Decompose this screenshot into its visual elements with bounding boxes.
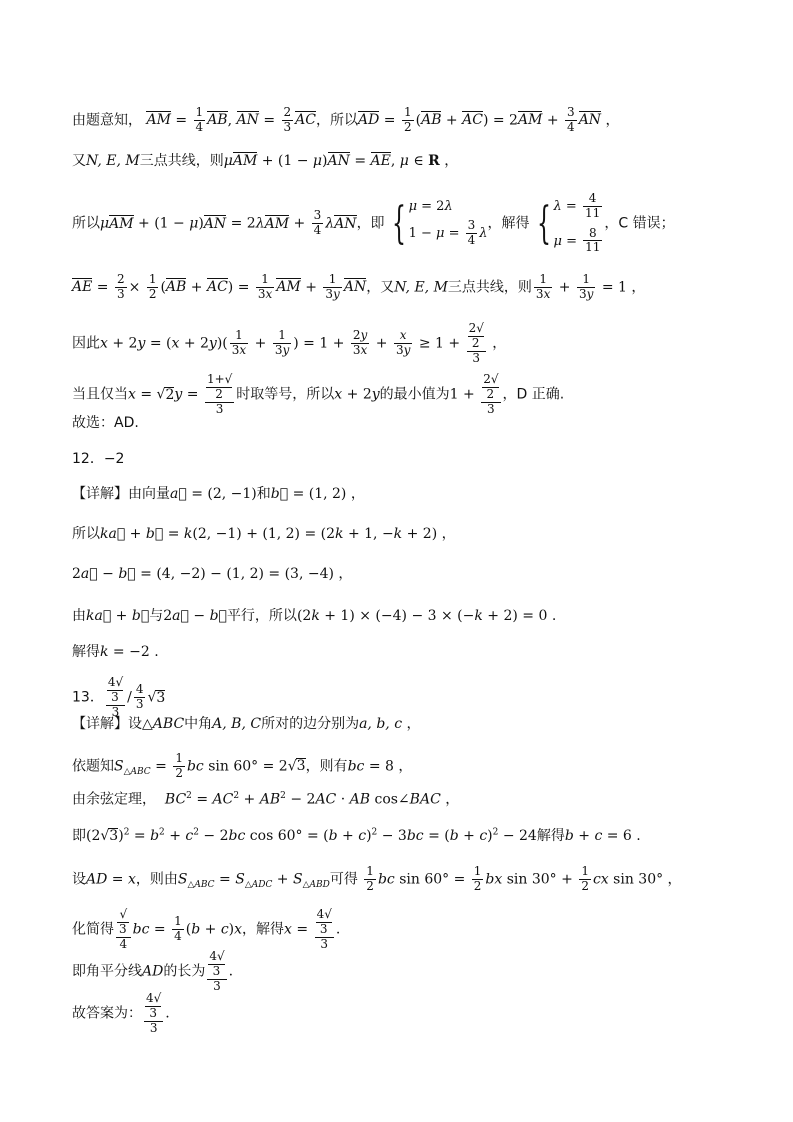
line-13c: 由余弦定理， $BC^2 = AC^2 + AB^2 - 2AC$ · AB cos∠BAC ， [72, 791, 460, 808]
line-7: 故选：AD. [72, 415, 139, 431]
line-13d: 即$(2√3)^2 = b^2 + c^2 - 2bc$ $\cos 60^\circ = (b + c)^2 - 3bc = (b + c)^2 - 24$解得b + c = 6 . [72, 827, 641, 844]
line-13e: 设AD = x，则由$S_{\triangle ABC} = S_{\triangle ADC} + S_{\triangle ABD}$可得 $\frac{1}{2}$ bc sin 60° = $\frac{1}{2}$ bx sin 30° + $\frac{1}{2}$ cx sin 30° ， [72, 864, 682, 893]
line-1: 由题意知， AM = $\frac{1}{4}$ AB, AN = $\frac{2}{3}$ AC，所以AD = $\frac{1}{2}$ (AB + AC) = 2AM + $\frac{3}{4}$ AN ， [72, 105, 620, 134]
line-12d: 由ka⃗ + b⃗与2a⃗ − b⃗平行，所以(2k + 1) × (−4) − 3 × (−k + 2) = 0 . [72, 608, 557, 624]
line-5: 因此x + 2y = (x + 2y)( $\frac{1}{3x}$ + $\frac{1}{3y}$ ) = 1 + $\frac{2y}{3x}$ + $\frac{x}{3y}$ ≥ 1 + 2√ 2 3 ， [72, 321, 507, 365]
line-4: AE = $\frac{2}{3}$ × $\frac{1}{2}$ (AB + AC) = $\frac{1}{3x}$ AM + $\frac{1}{3y}$ AN，又N, E, M三点共线，则 $\frac{1}{3x}$ + $\frac{1}{3y}$ = 1 ， [72, 272, 646, 301]
line-13b: 依题知$S_{\triangle ABC}$ = $\frac{1}{2}$ bc sin 60° = 2√3，则有bc = 8 ， [72, 751, 413, 780]
line-13a: 【详解】设△ABC中角A, B, C所对的边分别为a, b, c ， [72, 716, 421, 732]
line-6: 当且仅当x = √2y = 1+√ 2 3 时取等号，所以x + 2y的最小值为1 + 2√ 2 3 ，D 正确. [72, 372, 565, 416]
line-2: 又N, E, M三点共线，则μAM + (1 − μ)AN = AE, μ ∈ R ， [72, 153, 459, 169]
line-3: 所以μAM + (1 − μ)AN = 2λAM + $\frac{3}{4}$ λAN，即 { μ = 2λ 1 − μ = $\frac{3}{4}$ λ ，解得 { λ = $\frac{4}{11}$ μ = $\frac{8}{11}$ ，C 错误； [72, 191, 675, 255]
line-13g: 即角平分线AD的长为 4√ 3 3 . [72, 949, 234, 993]
line-12b: 所以ka⃗ + b⃗ = k(2, −1) + (1, 2) = (2k + 1, −k + 2) ， [72, 526, 456, 542]
line-13h: 故答案为： 4√ 3 3 . [72, 991, 170, 1035]
line-12c: 2a⃗ − b⃗ = (4, −2) − (1, 2) = (3, −4) ， [72, 566, 353, 582]
line-13f: 化简得 √ 3 4 bc = $\frac{1}{4}$ (b + c)x，解得x = 4√ 3 3 . [72, 907, 341, 951]
question-13-heading: 13． 4√ 3 3 / $\frac{4}{3}$ √3 [72, 675, 166, 719]
line-12a: 【详解】由向量a⃗ = (2, −1)和b⃗ = (1, 2) ， [72, 486, 365, 502]
question-12-heading: 12．−2 [72, 451, 125, 467]
line-12e: 解得k = −2 . [72, 644, 159, 660]
